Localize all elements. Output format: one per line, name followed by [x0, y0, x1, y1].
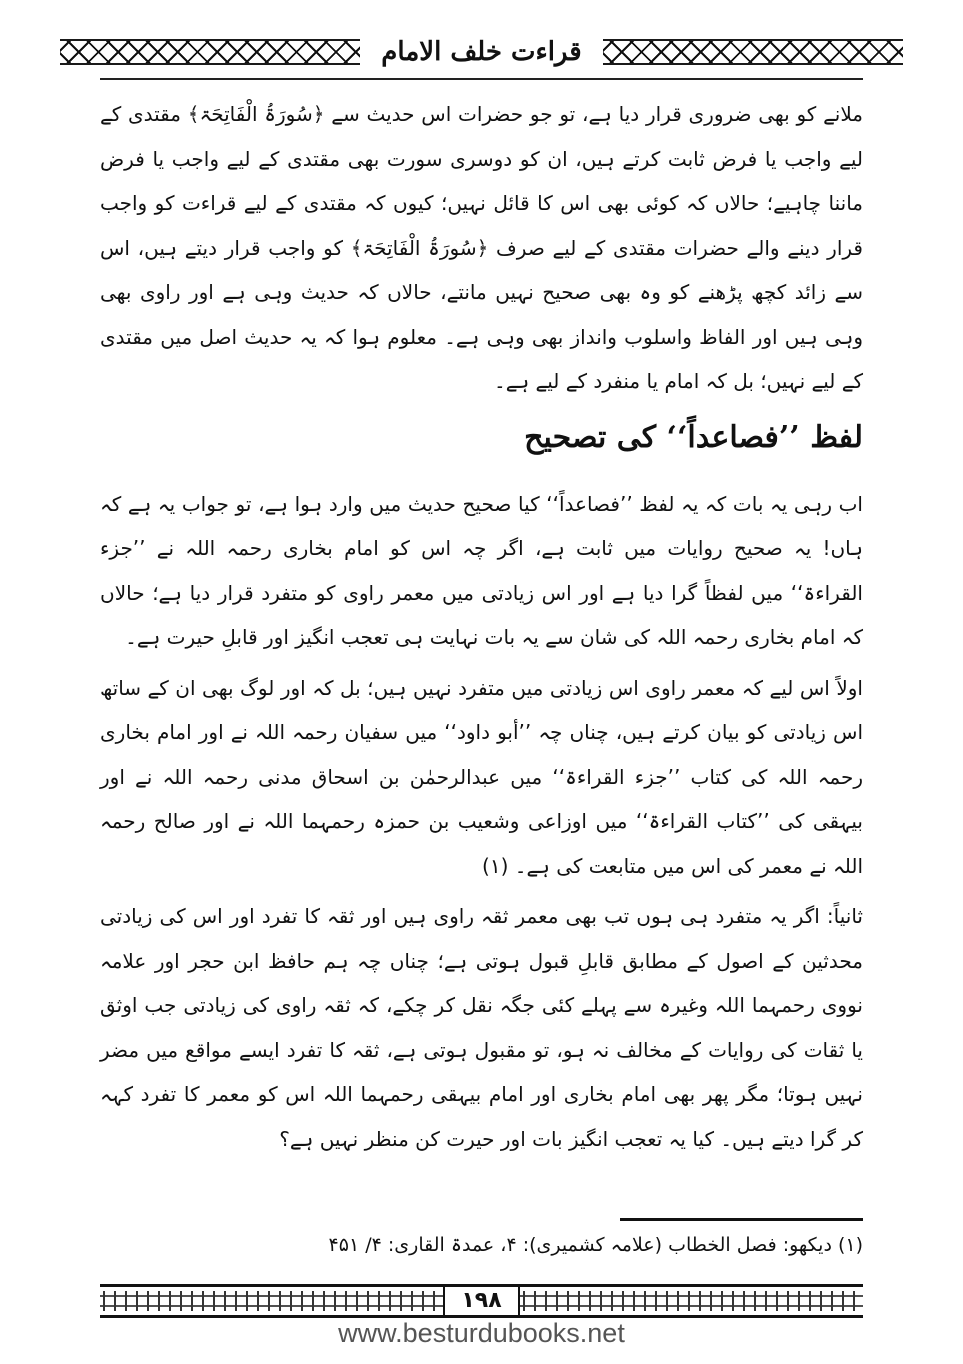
footnote-rule	[620, 1218, 863, 1221]
paragraph-3: اولاً اس لیے کہ معمر راوی اس زیادتی میں متفرد نہیں ہیں؛ بل کہ اور لوگ بھی ان کے ساتھ اس زیادتی کو بیان کرتے ہیں، چناں چہ ’’أبو داود‘‘ میں سفیان رحمہ اللہ نے اور امام بخاری رحمہ اللہ کی کتاب ’’جزء القراءۃ‘‘ میں عبدالرحمٰن بن اسحاق مدنی رحمہ اللہ نے اور بیہقی کی ’’کتاب القراءۃ‘‘ میں اوزاعی وشعیب بن حمزہ رحمہما اللہ نے اور صالح رحمہ اللہ نے معمر کی اس میں متابعت کی ہے۔ (۱)	[100, 675, 863, 878]
page-number: ۱۹۸	[443, 1287, 519, 1315]
page-header	[60, 22, 903, 82]
footer-ornament-left	[100, 1291, 443, 1311]
header-rule	[100, 78, 863, 80]
running-title: قراءت خلف الامام	[381, 37, 582, 67]
footnote: (۱) دیکھو: فصل الخطاب (علامہ کشمیری): ۴، عمدۃ القاری: ۴/ ۴۵۱	[328, 1234, 863, 1256]
page-footer	[100, 1284, 863, 1318]
paragraph-2: اب رہی یہ بات کہ یہ لفظ ’’فصاعداً‘‘ کیا صحیح حدیث میں وارد ہوا ہے، تو جواب یہ ہے کہ ہاں! یہ صحیح روایات میں ثابت ہے، اگر چہ اس کو امام بخاری رحمہ اللہ نے ’’جزء القراءۃ‘‘ میں لفظاً گرا دیا ہے اور اس زیادتی میں معمر راوی کو متفرد قرار دیا ہے؛ حالاں کہ امام بخاری رحمہ اللہ کی شان سے یہ بات نہایت ہی تعجب انگیز اور قابلِ حیرت ہے۔	[100, 491, 863, 649]
footer-ornament-right	[520, 1291, 863, 1311]
watermark-url: www.besturdubooks.net	[338, 1318, 625, 1348]
section-heading: لفظ ’’فصاعداً‘‘ کی تصحیح	[524, 419, 863, 455]
page-body	[100, 92, 863, 1161]
header-ornament-right	[603, 39, 903, 65]
paragraph-4: ثانیاً: اگر یہ متفرد ہی ہوں تب بھی معمر ثقہ راوی ہیں اور ثقہ کا تفرد اور اس کی زیادتی محدثین کے اصول کے مطابق قابلِ قبول ہوتی ہے؛ چناں چہ ہم حافظ ابن حجر اور علامہ نووی رحمہما اللہ وغیرہ سے پہلے کئی جگہ نقل کر چکے، کہ ثقہ راوی کی زیادتی جب اوثق یا ثقات کی روایات کے مخالف نہ ہو، تو مقبول ہوتی ہے، ثقہ کا تفرد ایسے مواقع میں مضر نہیں ہوتا؛ مگر پھر بھی امام بخاری اور امام بیہقی رحمہما اللہ اس کو معمر کا تفرد کہہ کر گرا دیتے ہیں۔ کیا یہ تعجب انگیز بات اور حیرت کن منظر نہیں ہے؟	[100, 904, 863, 1151]
header-ornament-left	[60, 39, 360, 65]
paragraph-1: ملانے کو بھی ضروری قرار دیا ہے، تو جو حضرات اس حدیث سے ﴿سُورَۃُ الْفَاتِحَۃ﴾ مقتدی کے لیے واجب یا فرض ثابت کرتے ہیں، ان کو دوسری سورت بھی مقتدی کے لیے واجب یا فرض ماننا چاہیے؛ حالاں کہ کوئی بھی اس کا قائل نہیں؛ کیوں کہ مقتدی کے لیے قراءت کو واجب قرار دینے والے حضرات مقتدی کے لیے صرف ﴿سُورَۃُ الْفَاتِحَۃ﴾ کو واجب قرار دیتے ہیں، اس سے زائد کچھ پڑھنے کو وہ بھی صحیح نہیں مانتے، حالاں کہ حدیث وہی ہے اور راوی بھی وہی ہیں اور الفاظ واسلوب وانداز بھی وہی ہے۔ معلوم ہوا کہ یہ حدیث اصل میں مقتدی کے لیے نہیں؛ بل کہ امام یا منفرد کے لیے ہے۔	[100, 102, 863, 393]
